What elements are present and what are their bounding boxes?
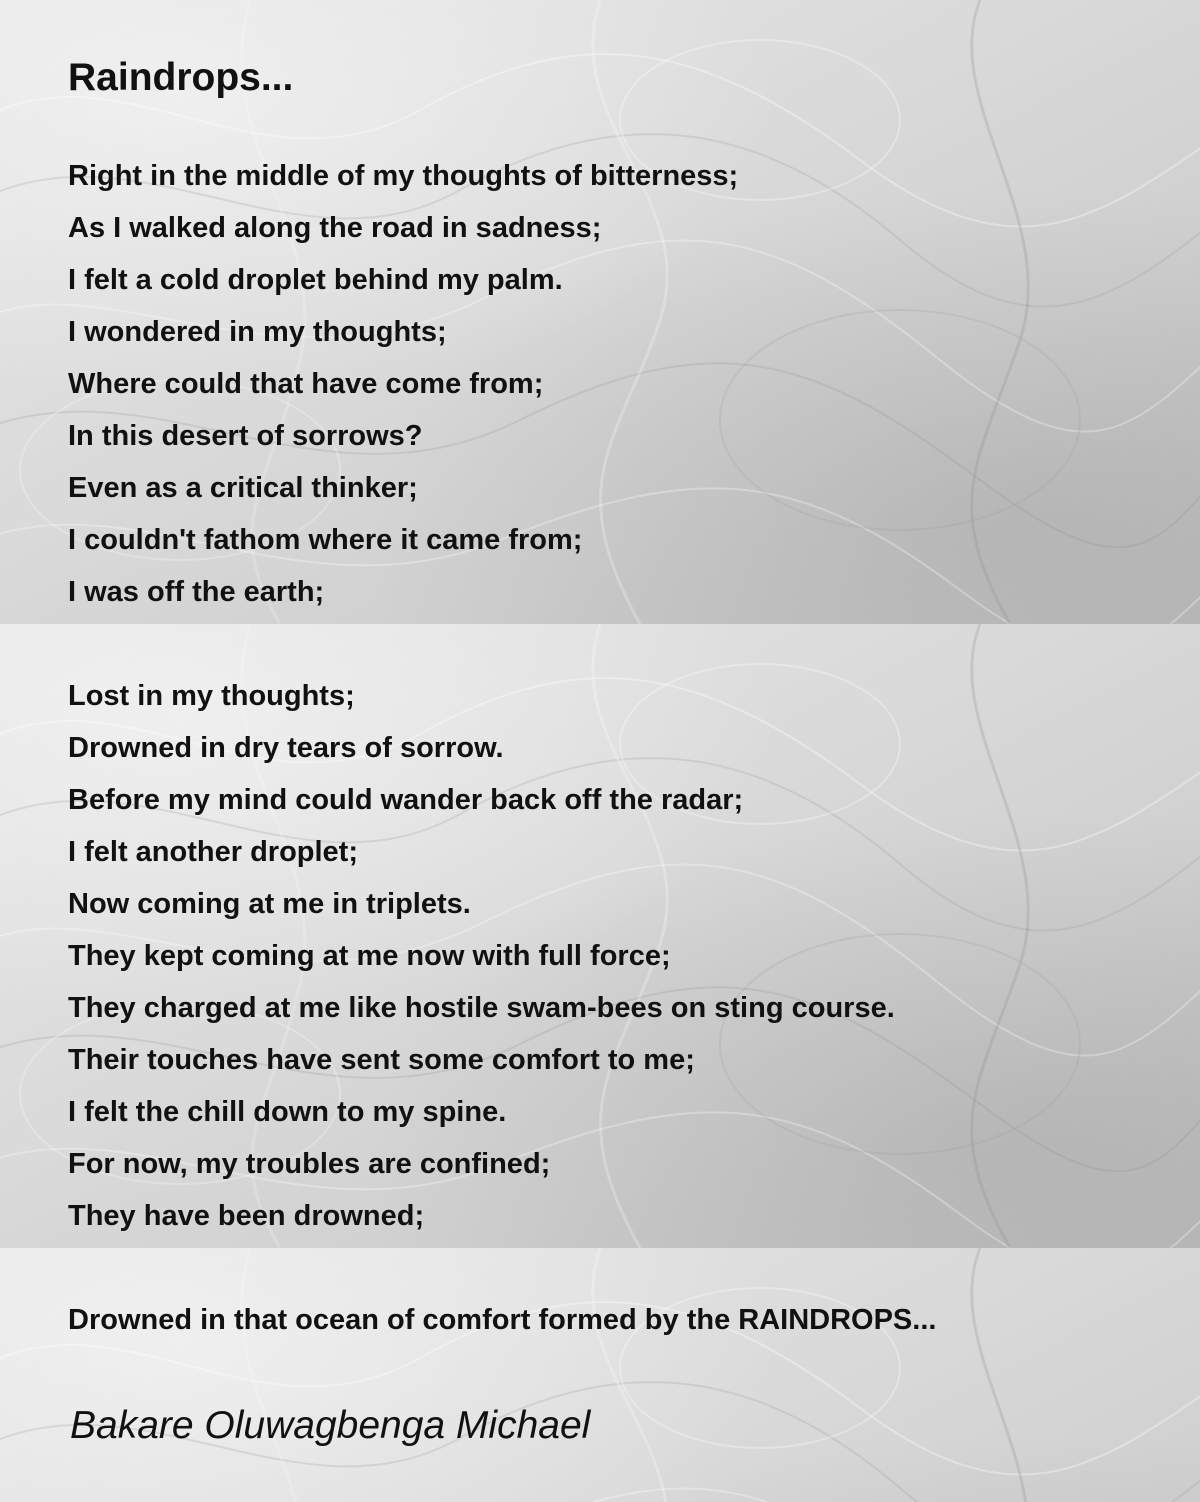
poem-line: I wondered in my thoughts; [68, 316, 447, 348]
poem-line: Even as a critical thinker; [68, 472, 418, 504]
poem-author: Bakare Oluwagbenga Michael [70, 1404, 591, 1447]
poem-line: I was off the earth; [68, 576, 325, 608]
poem-line: Drowned in that ocean of comfort formed by the RAINDROPS... [68, 1304, 937, 1336]
poem-line: I felt a cold droplet behind my palm. [68, 264, 563, 296]
poem-line: I felt the chill down to my spine. [68, 1096, 507, 1128]
poem-line: For now, my troubles are confined; [68, 1148, 551, 1180]
poem-line: As I walked along the road in sadness; [68, 212, 602, 244]
stanza [68, 1294, 936, 1346]
poem-line: Their touches have sent some comfort to me; [68, 1044, 695, 1076]
poem-line: Now coming at me in triplets. [68, 888, 471, 920]
poem-line: In this desert of sorrows? [68, 420, 423, 452]
stanza [68, 150, 738, 618]
poem-line: They charged at me like hostile swam-bees on sting course. [68, 992, 895, 1024]
poem-line: They have been drowned; [68, 1200, 425, 1232]
stanza [68, 670, 895, 1242]
poem-line: I felt another droplet; [68, 836, 358, 868]
poem-line: I couldn't fathom where it came from; [68, 524, 583, 556]
poem-line: Before my mind could wander back off the radar; [68, 784, 744, 816]
poem-line: Where could that have come from; [68, 368, 544, 400]
poem-line: Drowned in dry tears of sorrow. [68, 732, 504, 764]
poem-line: Lost in my thoughts; [68, 680, 355, 712]
poem-title: Raindrops... [68, 56, 294, 99]
background-band [0, 1248, 1200, 1502]
poem-line: Right in the middle of my thoughts of bitterness; [68, 160, 739, 192]
poem-line: They kept coming at me now with full force; [68, 940, 671, 972]
